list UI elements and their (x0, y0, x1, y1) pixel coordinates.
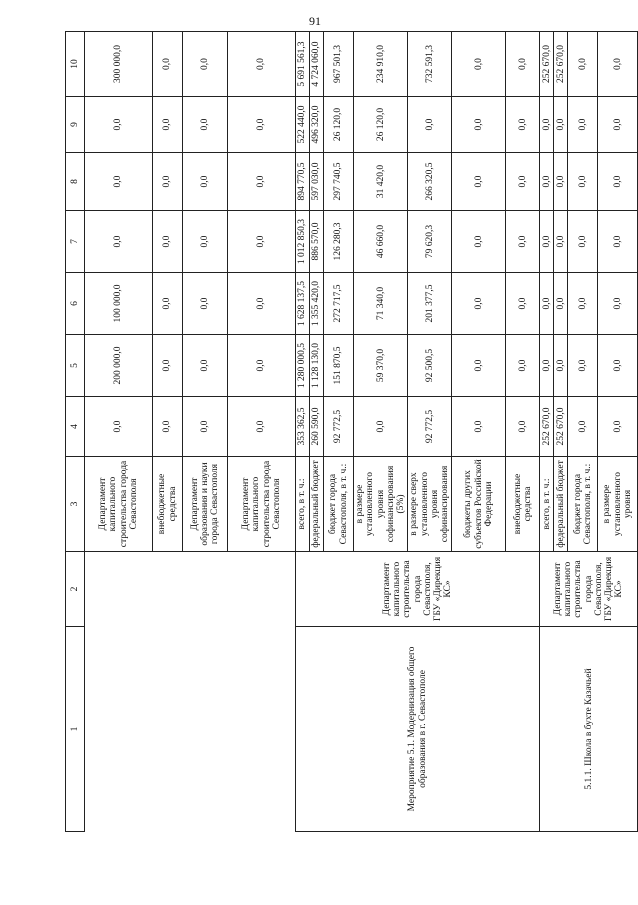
value-cell: 0,0 (452, 397, 506, 457)
value-cell: 0,0 (506, 153, 540, 211)
header-cell: 10 (66, 32, 85, 97)
value-cell: 92 772,5 (408, 397, 452, 457)
value-cell: 260 590,0 (310, 397, 324, 457)
value-cell: 0,0 (153, 397, 183, 457)
value-cell: 0,0 (540, 335, 554, 397)
table-body (66, 32, 638, 832)
value-cell: 26 120,0 (354, 97, 408, 153)
header-cell: 1 (66, 627, 85, 832)
value-cell: 0,0 (598, 397, 638, 457)
funding-source: всего, в т. ч.: (296, 457, 310, 552)
value-cell: 0,0 (506, 32, 540, 97)
value-cell: 0,0 (228, 97, 296, 153)
value-cell: 92 500,5 (408, 335, 452, 397)
funding-source: федеральный бюджет (310, 457, 324, 552)
table-row (296, 32, 310, 832)
value-cell: 0,0 (568, 153, 598, 211)
value-cell: 100 000,0 (85, 273, 153, 335)
table-row (540, 32, 554, 832)
value-cell: 894 770,5 (296, 153, 310, 211)
value-cell: 252 670,0 (554, 32, 568, 97)
value-cell: 732 591,3 (408, 32, 452, 97)
funding-source: внебюджетные средства (506, 457, 540, 552)
value-cell: 59 370,0 (354, 335, 408, 397)
header-cell: 6 (66, 273, 85, 335)
value-cell: 0,0 (153, 97, 183, 153)
value-cell: 234 910,0 (354, 32, 408, 97)
value-cell: 0,0 (153, 335, 183, 397)
value-cell: 0,0 (554, 335, 568, 397)
value-cell: 886 570,0 (310, 211, 324, 273)
value-cell: 0,0 (598, 211, 638, 273)
value-cell: 0,0 (183, 211, 228, 273)
value-cell: 31 420,0 (354, 153, 408, 211)
value-cell: 0,0 (568, 97, 598, 153)
value-cell: 1 628 137,5 (296, 273, 310, 335)
value-cell: 597 030,0 (310, 153, 324, 211)
funding-source: в размере сверх установленного уровня софинансирования (408, 457, 452, 552)
responsible-empty (85, 552, 296, 627)
value-cell: 0,0 (183, 335, 228, 397)
value-cell: 1 280 000,5 (296, 335, 310, 397)
value-cell: 1 128 130,0 (310, 335, 324, 397)
value-cell: 0,0 (452, 273, 506, 335)
value-cell: 0,0 (452, 32, 506, 97)
rotated-table-container (65, 32, 633, 832)
value-cell: 0,0 (452, 211, 506, 273)
funding-source: внебюджетные средства (153, 457, 183, 552)
value-cell: 0,0 (228, 153, 296, 211)
value-cell: 0,0 (452, 153, 506, 211)
value-cell: 1 012 850,3 (296, 211, 310, 273)
measure-name: 5.1.1. Школа в бухте Казачьей (540, 627, 638, 832)
value-cell: 496 320,0 (310, 97, 324, 153)
value-cell: 0,0 (568, 397, 598, 457)
value-cell: 0,0 (183, 32, 228, 97)
value-cell: 0,0 (506, 335, 540, 397)
value-cell: 0,0 (183, 273, 228, 335)
value-cell: 0,0 (228, 335, 296, 397)
value-cell: 0,0 (598, 32, 638, 97)
value-cell: 0,0 (85, 397, 153, 457)
value-cell: 0,0 (568, 211, 598, 273)
value-cell: 0,0 (506, 97, 540, 153)
value-cell: 0,0 (540, 97, 554, 153)
value-cell: 126 280,3 (324, 211, 354, 273)
value-cell: 26 120,0 (324, 97, 354, 153)
value-cell: 79 620,3 (408, 211, 452, 273)
header-cell: 9 (66, 97, 85, 153)
funding-source: Департамент капитального строительства города Севастополя (228, 457, 296, 552)
value-cell: 0,0 (85, 97, 153, 153)
value-cell: 0,0 (598, 335, 638, 397)
value-cell: 353 362,5 (296, 397, 310, 457)
value-cell: 0,0 (153, 153, 183, 211)
value-cell: 0,0 (183, 397, 228, 457)
value-cell: 0,0 (153, 32, 183, 97)
value-cell: 0,0 (354, 397, 408, 457)
value-cell: 71 340,0 (354, 273, 408, 335)
funding-source: бюджет города Севастополя, в т. ч.: (324, 457, 354, 552)
value-cell: 266 320,5 (408, 153, 452, 211)
value-cell: 5 691 561,3 (296, 32, 310, 97)
table-row (85, 32, 153, 832)
row-label-empty (85, 627, 296, 832)
value-cell: 0,0 (568, 32, 598, 97)
header-cell: 2 (66, 552, 85, 627)
value-cell: 0,0 (153, 211, 183, 273)
value-cell: 252 670,0 (554, 397, 568, 457)
value-cell: 1 355 420,0 (310, 273, 324, 335)
value-cell: 4 724 060,0 (310, 32, 324, 97)
funding-source: Департамент капитального строительства города Севастополя (85, 457, 153, 552)
funding-source: в размере установленного уровня (598, 457, 638, 552)
value-cell: 0,0 (540, 273, 554, 335)
value-cell: 0,0 (506, 397, 540, 457)
header-cell: 5 (66, 335, 85, 397)
value-cell: 0,0 (183, 153, 228, 211)
value-cell: 201 377,5 (408, 273, 452, 335)
value-cell: 0,0 (554, 273, 568, 335)
value-cell: 0,0 (506, 211, 540, 273)
value-cell: 0,0 (506, 273, 540, 335)
value-cell: 0,0 (228, 397, 296, 457)
value-cell: 272 717,5 (324, 273, 354, 335)
funding-source: в размере установленного уровня софинансирования (5%) (354, 457, 408, 552)
value-cell: 0,0 (85, 211, 153, 273)
budget-table (65, 31, 638, 832)
value-cell: 200 000,0 (85, 335, 153, 397)
header-cell: 8 (66, 153, 85, 211)
value-cell: 0,0 (228, 32, 296, 97)
funding-source: бюджеты других субъектов Российской Федерации (452, 457, 506, 552)
header-cell: 7 (66, 211, 85, 273)
header-cell: 4 (66, 397, 85, 457)
value-cell: 0,0 (540, 153, 554, 211)
value-cell: 252 670,0 (540, 32, 554, 97)
value-cell: 0,0 (408, 97, 452, 153)
responsible-executor: Департамент капитального строительства города Севастополя, ГБУ «Дирекция КС» (296, 552, 540, 627)
value-cell: 0,0 (598, 153, 638, 211)
header-row (66, 32, 85, 832)
value-cell: 0,0 (153, 273, 183, 335)
funding-source: федеральный бюджет (554, 457, 568, 552)
value-cell: 0,0 (598, 97, 638, 153)
value-cell: 0,0 (554, 211, 568, 273)
value-cell: 92 772,5 (324, 397, 354, 457)
value-cell: 0,0 (598, 273, 638, 335)
value-cell: 0,0 (554, 153, 568, 211)
value-cell: 967 501,3 (324, 32, 354, 97)
value-cell: 0,0 (85, 153, 153, 211)
page-number: 91 (309, 14, 321, 28)
value-cell: 0,0 (568, 335, 598, 397)
responsible-executor: Департамент капитального строительства города Севастополя, ГБУ «Дирекция КС» (540, 552, 638, 627)
value-cell: 300 000,0 (85, 32, 153, 97)
funding-source: бюджет города Севастополя, в т. ч.: (568, 457, 598, 552)
value-cell: 151 870,5 (324, 335, 354, 397)
value-cell: 0,0 (540, 211, 554, 273)
funding-source: Департамент образования и науки города Севастополя (183, 457, 228, 552)
value-cell: 46 660,0 (354, 211, 408, 273)
value-cell: 0,0 (452, 335, 506, 397)
value-cell: 252 670,0 (540, 397, 554, 457)
value-cell: 0,0 (568, 273, 598, 335)
value-cell: 0,0 (228, 273, 296, 335)
value-cell: 0,0 (554, 97, 568, 153)
value-cell: 297 740,5 (324, 153, 354, 211)
value-cell: 0,0 (228, 211, 296, 273)
funding-source: всего, в т. ч.: (540, 457, 554, 552)
value-cell: 0,0 (452, 97, 506, 153)
header-cell: 3 (66, 457, 85, 552)
value-cell: 0,0 (183, 97, 228, 153)
value-cell: 522 440,0 (296, 97, 310, 153)
measure-name: Мероприятие 5.1. Модернизация общего образования в г. Севастополе (296, 627, 540, 832)
